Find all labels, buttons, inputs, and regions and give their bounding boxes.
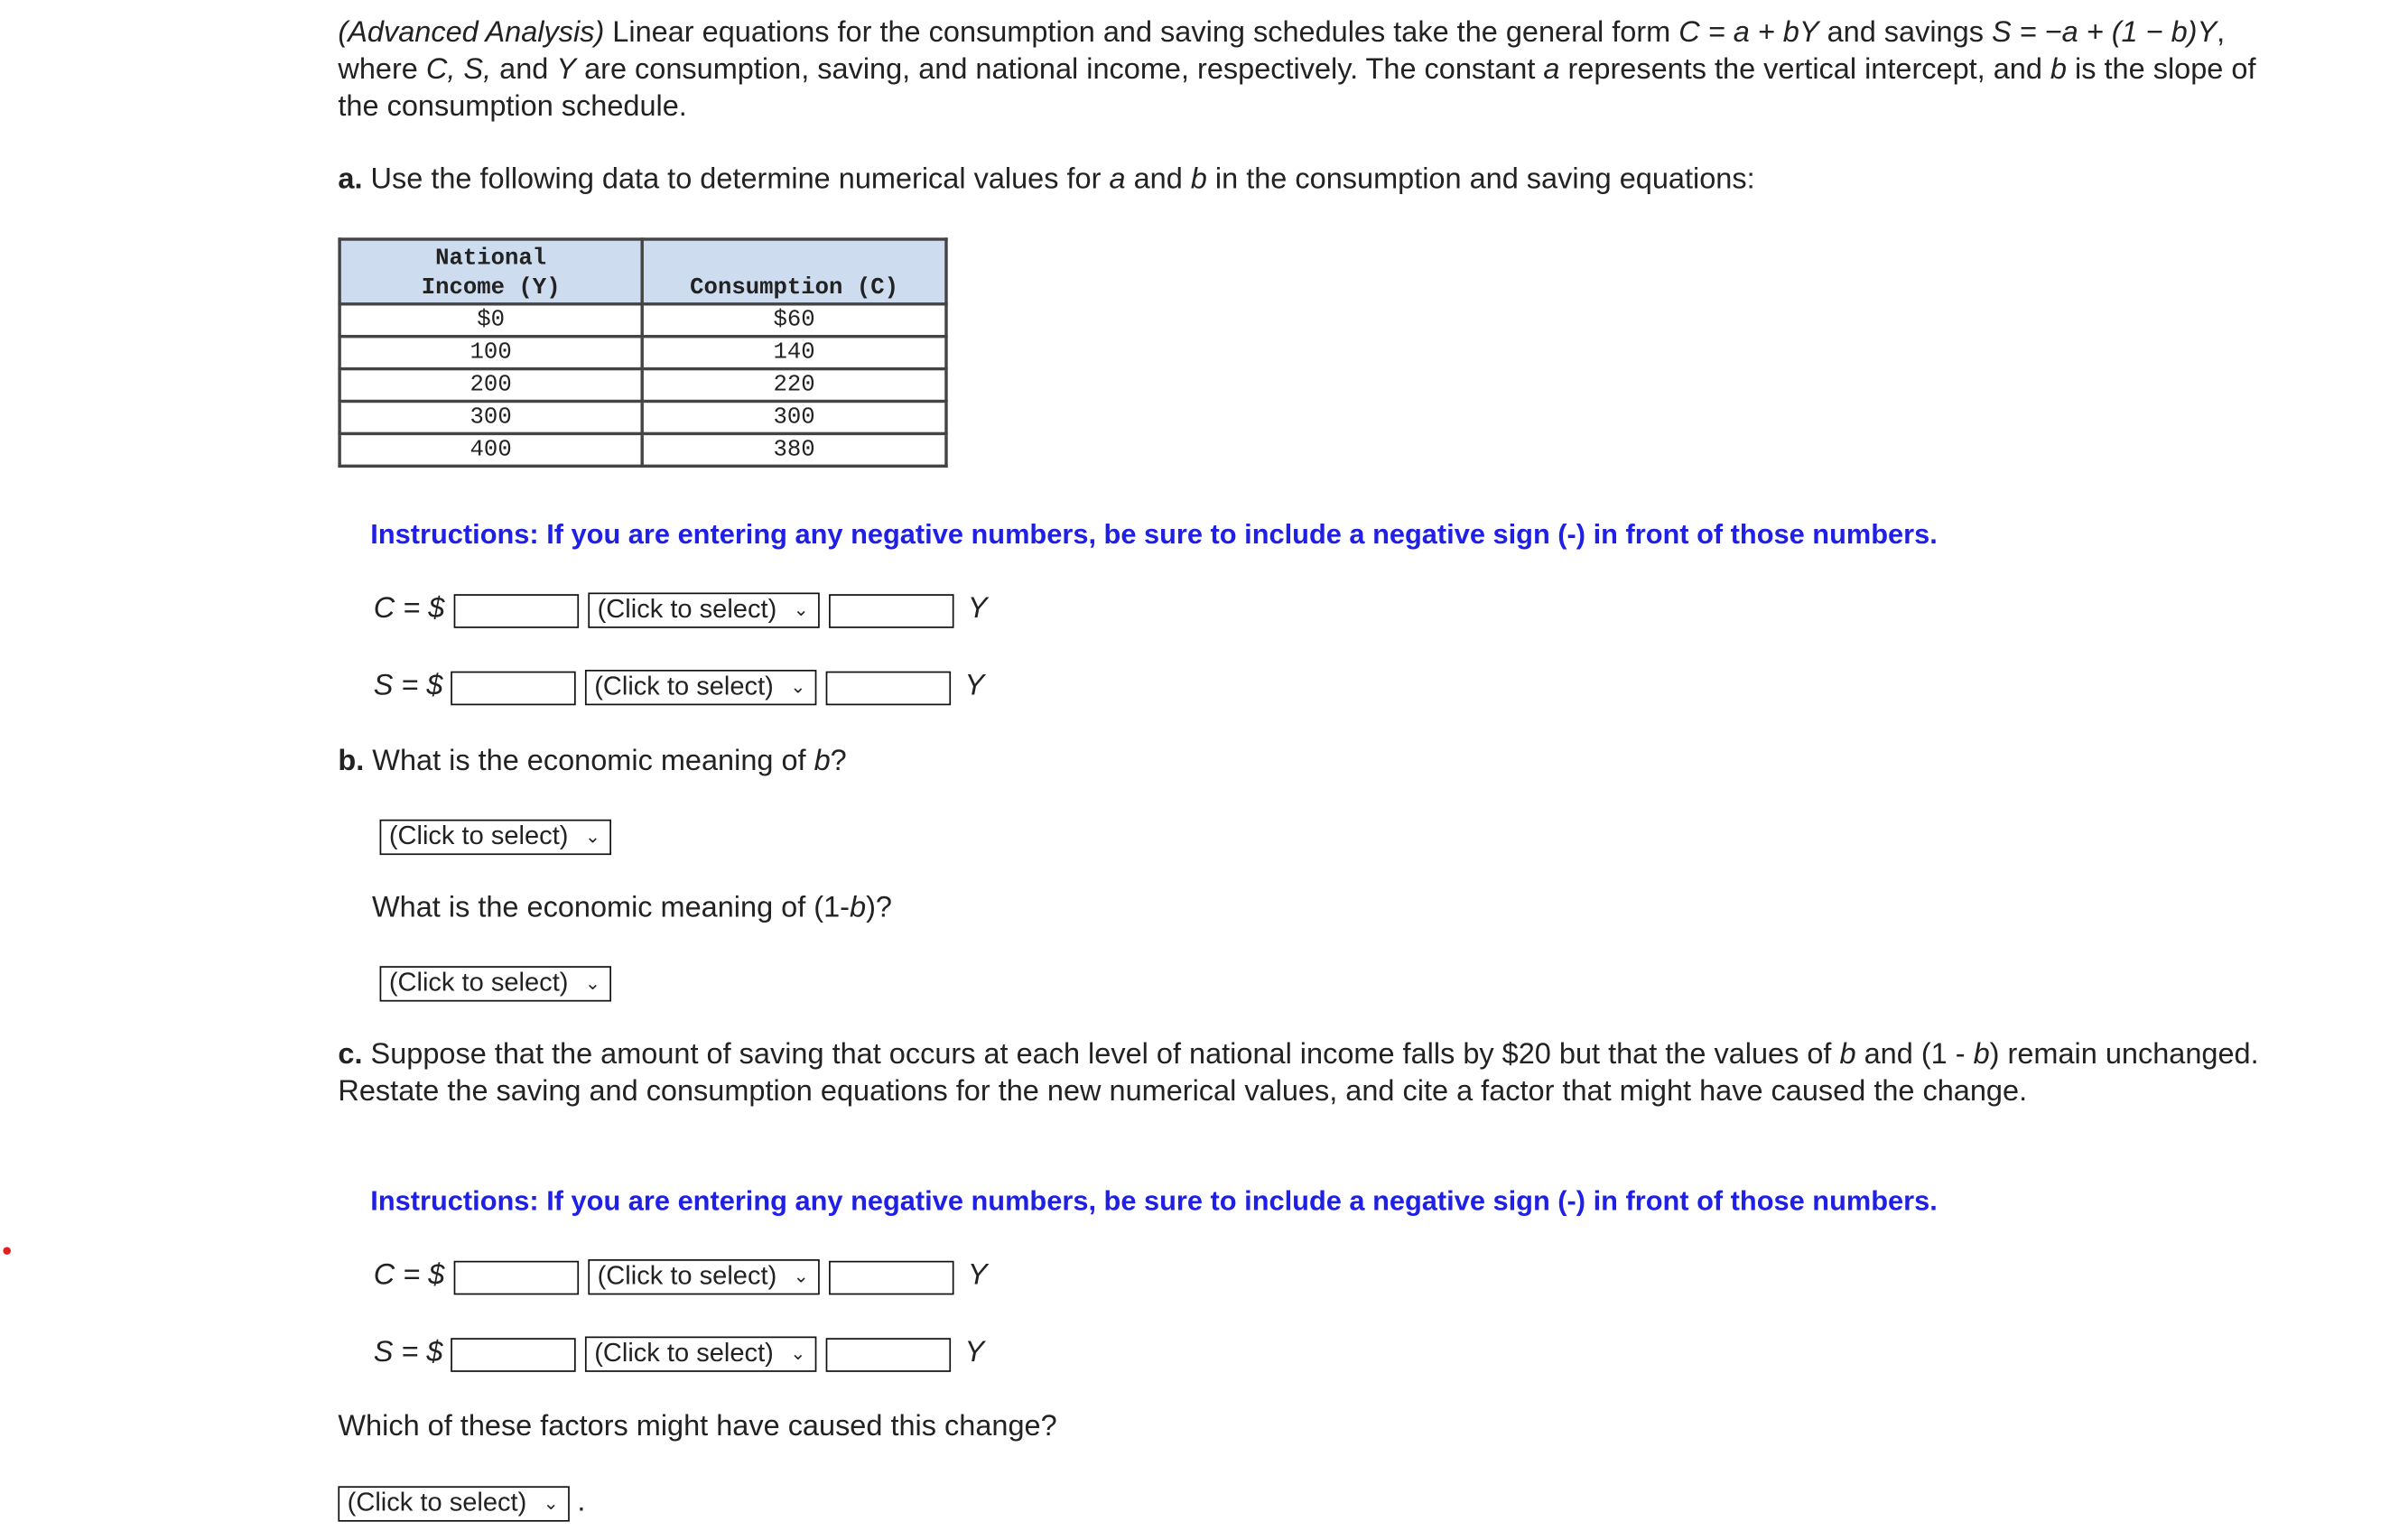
text: What is the economic meaning of: [364, 745, 814, 778]
intro-text: Linear equations for the consumption and saving schedules take the general form: [604, 16, 1679, 50]
new-c-sign-select[interactable]: [588, 1259, 819, 1294]
new-c-intercept-input[interactable]: [454, 1261, 579, 1295]
red-dot-marker: [3, 1247, 11, 1255]
chevron-down-icon: ⌄: [790, 1342, 806, 1365]
s-intercept-input[interactable]: [451, 672, 575, 706]
header-national-income: [339, 239, 642, 304]
chevron-down-icon: ⌄: [543, 1492, 559, 1515]
one-minus-b-meaning-select[interactable]: [380, 966, 611, 1001]
part-c-question: [338, 1037, 2267, 1111]
s-equation-label: S = $: [373, 1336, 443, 1369]
saving-equation: S = −a + (1 − b)Y: [1991, 16, 2217, 50]
instructions-text: Instructions: If you are entering any negative numbers, be sure to include a negative sign (-) in front of those numbers.: [370, 1184, 1938, 1217]
text: ) remain unchanged. Restate the saving and consumption equations for the new numerical values, and cite a factor that might have caused the change.: [338, 1038, 2259, 1109]
select-value: (Click to select): [388, 821, 569, 850]
table-row: [339, 304, 946, 337]
c-sign-select[interactable]: [588, 592, 819, 627]
y-variable: Y: [967, 1259, 988, 1292]
chevron-down-icon: ⌄: [584, 972, 601, 994]
new-s-slope-input[interactable]: [826, 1338, 951, 1372]
var: b: [850, 892, 867, 925]
text: and: [1125, 163, 1191, 197]
intro-var: C, S,: [425, 53, 492, 87]
cell: 140: [642, 337, 946, 369]
text: Suppose that the amount of saving that occurs at each level of national income falls by $20 but that the values of: [362, 1038, 1840, 1072]
chevron-down-icon: ⌄: [790, 675, 806, 698]
cell: 380: [642, 433, 946, 466]
intro-var: b: [2050, 53, 2068, 87]
y-variable: Y: [964, 669, 985, 702]
intro-text: and: [491, 53, 557, 87]
table-row: [339, 337, 946, 369]
intro-paragraph: [338, 15, 2267, 126]
c-slope-input[interactable]: [829, 594, 953, 628]
new-s-intercept-input[interactable]: [451, 1338, 575, 1372]
s-sign-select[interactable]: [585, 670, 816, 705]
y-variable: Y: [967, 592, 988, 626]
intro-var: a: [1543, 53, 1560, 87]
intro-text: , where: [338, 16, 2226, 87]
chevron-down-icon: ⌄: [584, 825, 601, 848]
cell: $60: [642, 304, 946, 337]
period: .: [577, 1486, 586, 1519]
select-value: (Click to select): [597, 594, 777, 624]
var: b: [1839, 1038, 1856, 1072]
intro-text: and savings: [1818, 16, 1992, 50]
cell: $0: [339, 304, 642, 337]
instructions-text: Instructions: If you are entering any negative numbers, be sure to include a negative sign (-) in front of those numbers.: [370, 518, 1938, 550]
part-label: c.: [338, 1038, 363, 1072]
intro-text: are consumption, saving, and national income, respectively. The constant: [576, 53, 1544, 87]
b-meaning-select[interactable]: [380, 820, 611, 855]
cell: 300: [642, 401, 946, 433]
select-value: (Click to select): [597, 1260, 777, 1291]
part-label: b.: [338, 745, 365, 778]
cell: 200: [339, 369, 642, 402]
one-minus-b-question: [372, 892, 892, 926]
cell: 100: [339, 337, 642, 369]
header-text: Income (Y): [421, 274, 561, 302]
text: What is the economic meaning of (1-: [372, 892, 851, 925]
intro-var: Y: [556, 53, 577, 87]
intro-text: represents the vertical intercept, and: [1559, 53, 2050, 87]
header-consumption: Consumption (C): [642, 239, 946, 304]
y-variable: Y: [964, 1336, 985, 1369]
intro-text: is the slope of the consumption schedule.: [338, 53, 2256, 124]
text: )?: [866, 892, 892, 925]
var: b: [1973, 1038, 1990, 1072]
text: ?: [830, 745, 847, 778]
table-header-row: [339, 239, 946, 304]
header-text: National: [435, 245, 547, 272]
c-intercept-input[interactable]: [454, 594, 579, 628]
select-value: (Click to select): [594, 671, 774, 701]
consumption-equation: C = a + bY: [1678, 16, 1819, 50]
c-equation-label: C = $: [373, 592, 445, 626]
cell: 300: [339, 401, 642, 433]
s-equation-label: S = $: [373, 669, 443, 702]
part-a-question: [338, 162, 2267, 199]
part-label: a.: [338, 163, 363, 197]
var: b: [1190, 163, 1207, 197]
intro-lead: (Advanced Analysis): [338, 16, 605, 50]
var: b: [814, 745, 831, 778]
text: Use the following data to determine numerical values for: [362, 163, 1110, 197]
factor-question: Which of these factors might have caused this change?: [338, 1410, 1057, 1443]
table-row: [339, 401, 946, 433]
part-b-question: [338, 744, 2267, 781]
cell: 400: [339, 433, 642, 466]
new-s-sign-select[interactable]: [585, 1337, 816, 1372]
chevron-down-icon: ⌄: [793, 598, 809, 621]
cell: 220: [642, 369, 946, 402]
data-table: [338, 237, 947, 468]
s-slope-input[interactable]: [826, 672, 951, 706]
table-row: [339, 433, 946, 466]
c-equation-label: C = $: [373, 1259, 445, 1292]
factor-select[interactable]: [338, 1486, 569, 1521]
text: and (1 -: [1855, 1038, 1974, 1072]
select-value: (Click to select): [594, 1338, 774, 1368]
text: in the consumption and saving equations:: [1206, 163, 1755, 197]
select-value: (Click to select): [388, 967, 569, 997]
new-c-slope-input[interactable]: [829, 1261, 953, 1295]
var: a: [1109, 163, 1126, 197]
select-value: (Click to select): [347, 1488, 527, 1517]
table-row: [339, 369, 946, 402]
chevron-down-icon: ⌄: [793, 1265, 809, 1287]
